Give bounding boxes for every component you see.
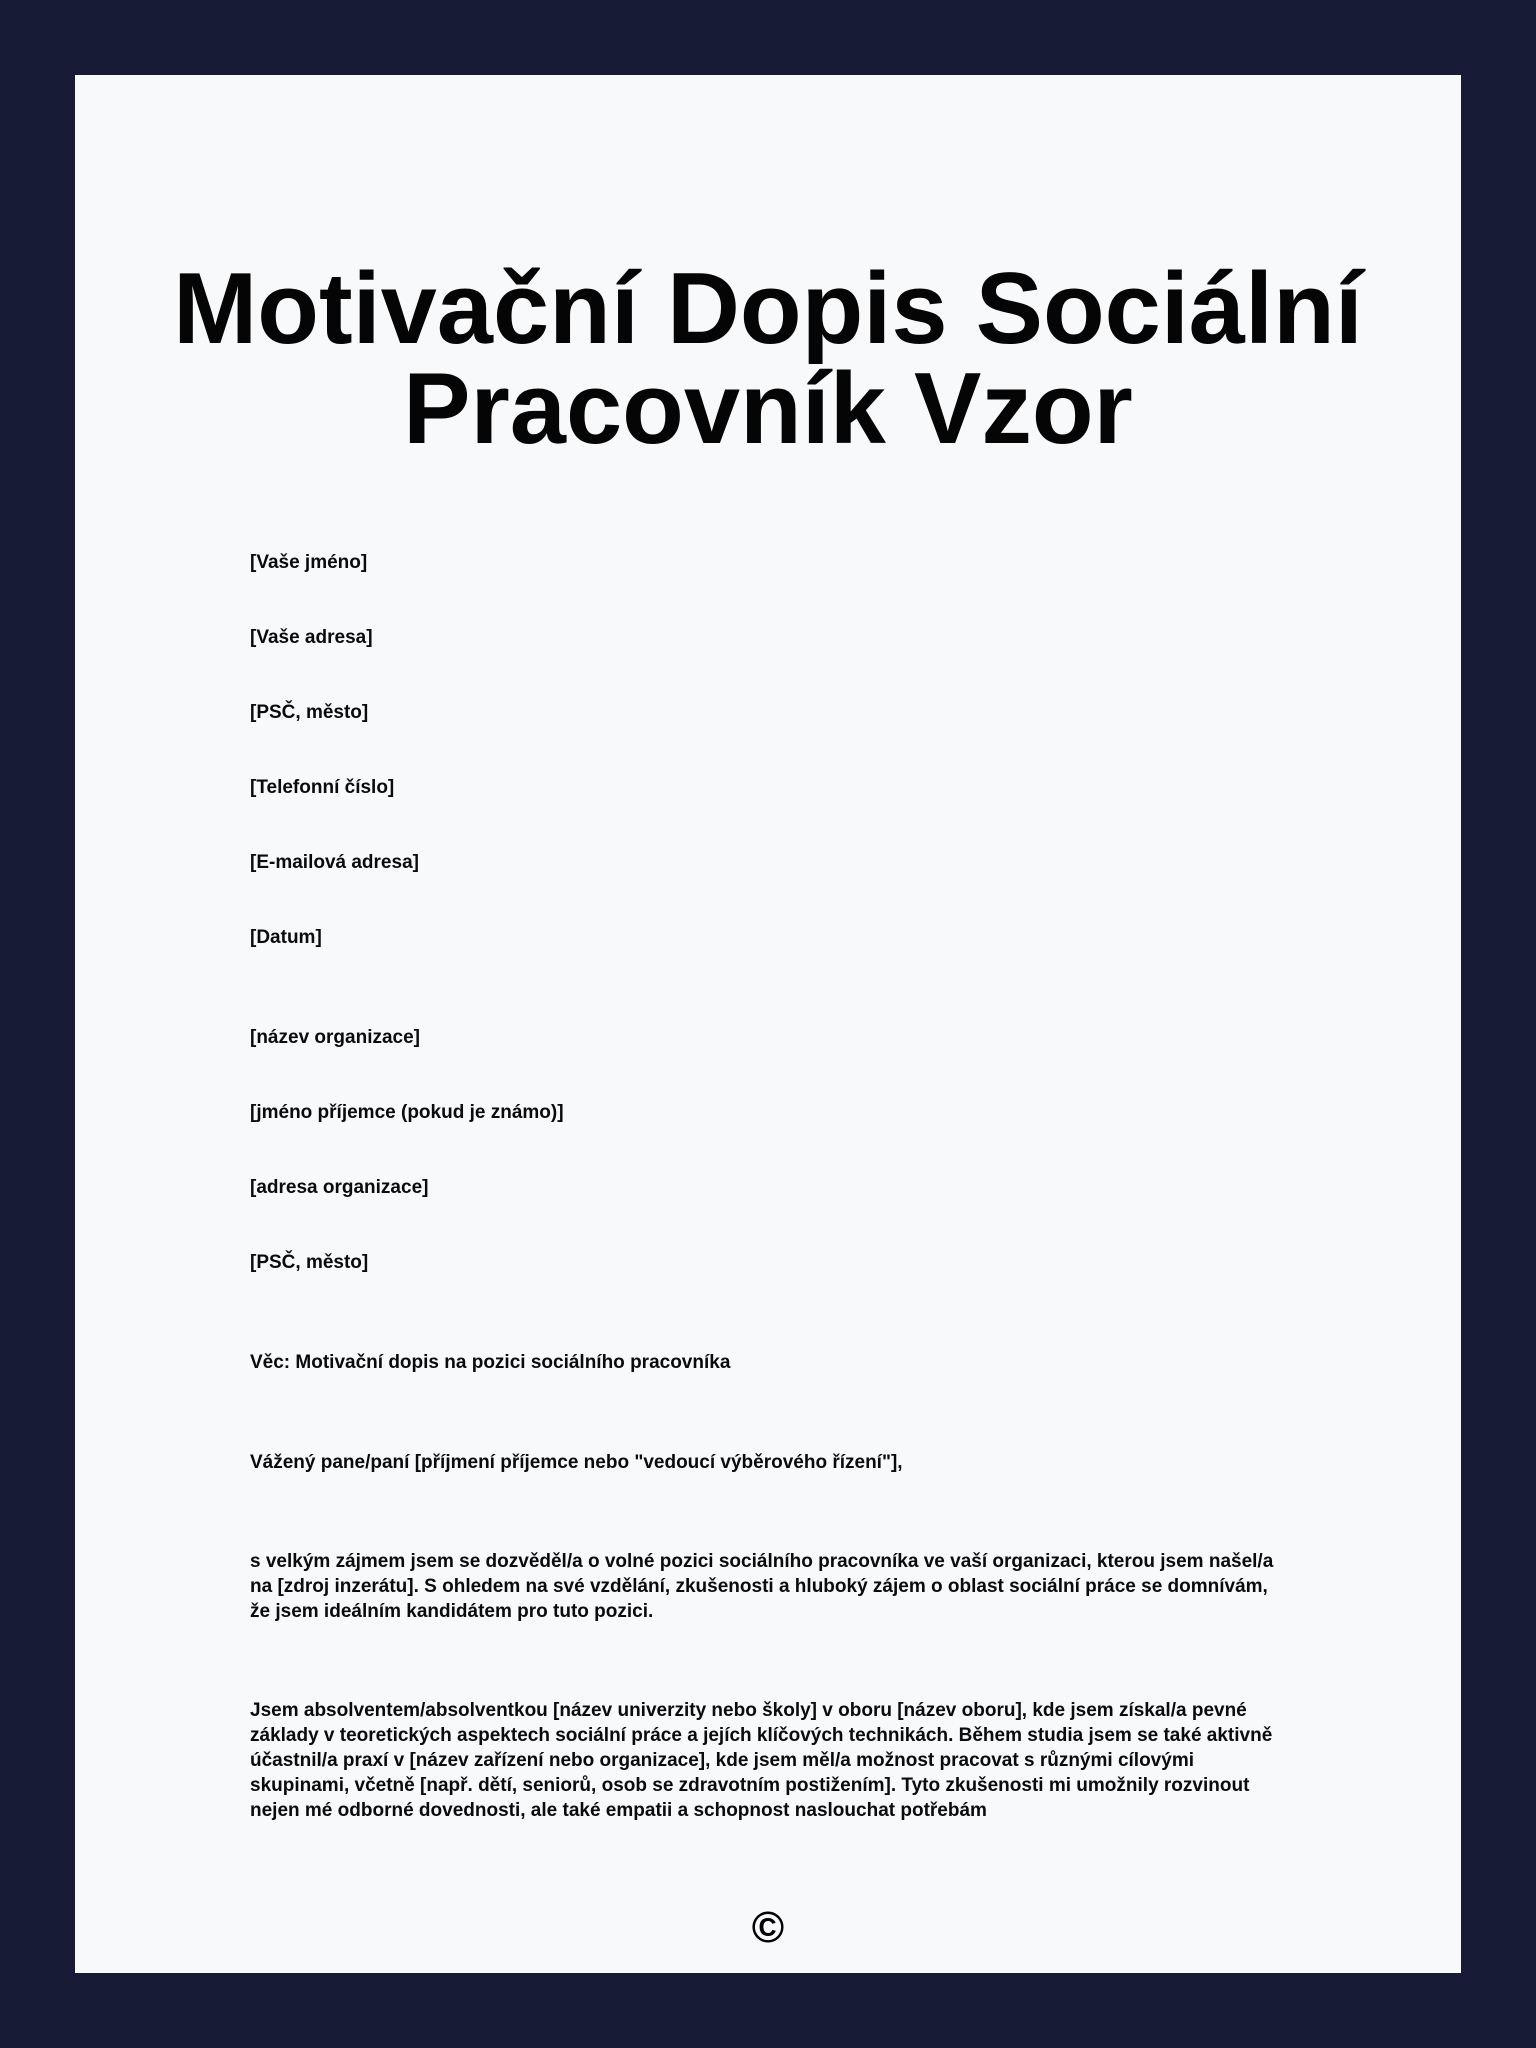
recipient-name: [jméno příjemce (pokud je známo)] [250,1102,564,1123]
copyright-icon: © [751,1903,785,1952]
letter-salutation: Vážený pane/paní [příjmení příjemce nebo "vedoucí výběrového řízení"], [250,1452,903,1473]
letter-date: [Datum] [250,927,322,948]
document-page [75,75,1461,1973]
recipient-address: [adresa organizace] [250,1177,429,1198]
sender-name: [Vaše jméno] [250,552,368,573]
sender-email: [E-mailová adresa] [250,852,419,873]
body-paragraph-2: Jsem absolventem/absolventkou [název univerzity nebo školy] v oboru [název oboru], kde jsem získal/a pevné základy v teoretických aspektech sociální práce a jejích klíčových technikách. Během studia jsem se také aktivně účastnil/a praxí v [název zařízení nebo organizace], kde jsem měl/a možnost pracovat s různými cílovými skupinami, včetně [např. dětí, seniorů, osob se zdravotním postižením]. Tyto zkušenosti mi umožnily rozvinout nejen mé odborné dovednosti, ale také empatii a schopnost naslouchat potřebám [250,1700,1273,1821]
recipient-organization: [název organizace] [250,1027,420,1048]
sender-postal-city: [PSČ, město] [250,702,369,723]
body-paragraph-1: s velkým zájmem jsem se dozvěděl/a o volné pozici sociálního pracovníka ve vaší organizaci, kterou jsem našel/a na [zdroj inzerátu]. S ohledem na své vzdělání, zkušenosti a hluboký zájem o oblast sociální práce se domnívám, že jsem ideálním kandidátem pro tuto pozici. [250,1551,1274,1622]
letter-subject: Věc: Motivační dopis na pozici sociálního pracovníka [250,1352,731,1373]
document-title: Motivační Dopis Sociální Pracovník Vzor [173,253,1363,465]
sender-address: [Vaše adresa] [250,627,373,648]
sender-phone: [Telefonní číslo] [250,777,395,798]
recipient-postal-city: [PSČ, město] [250,1252,369,1273]
